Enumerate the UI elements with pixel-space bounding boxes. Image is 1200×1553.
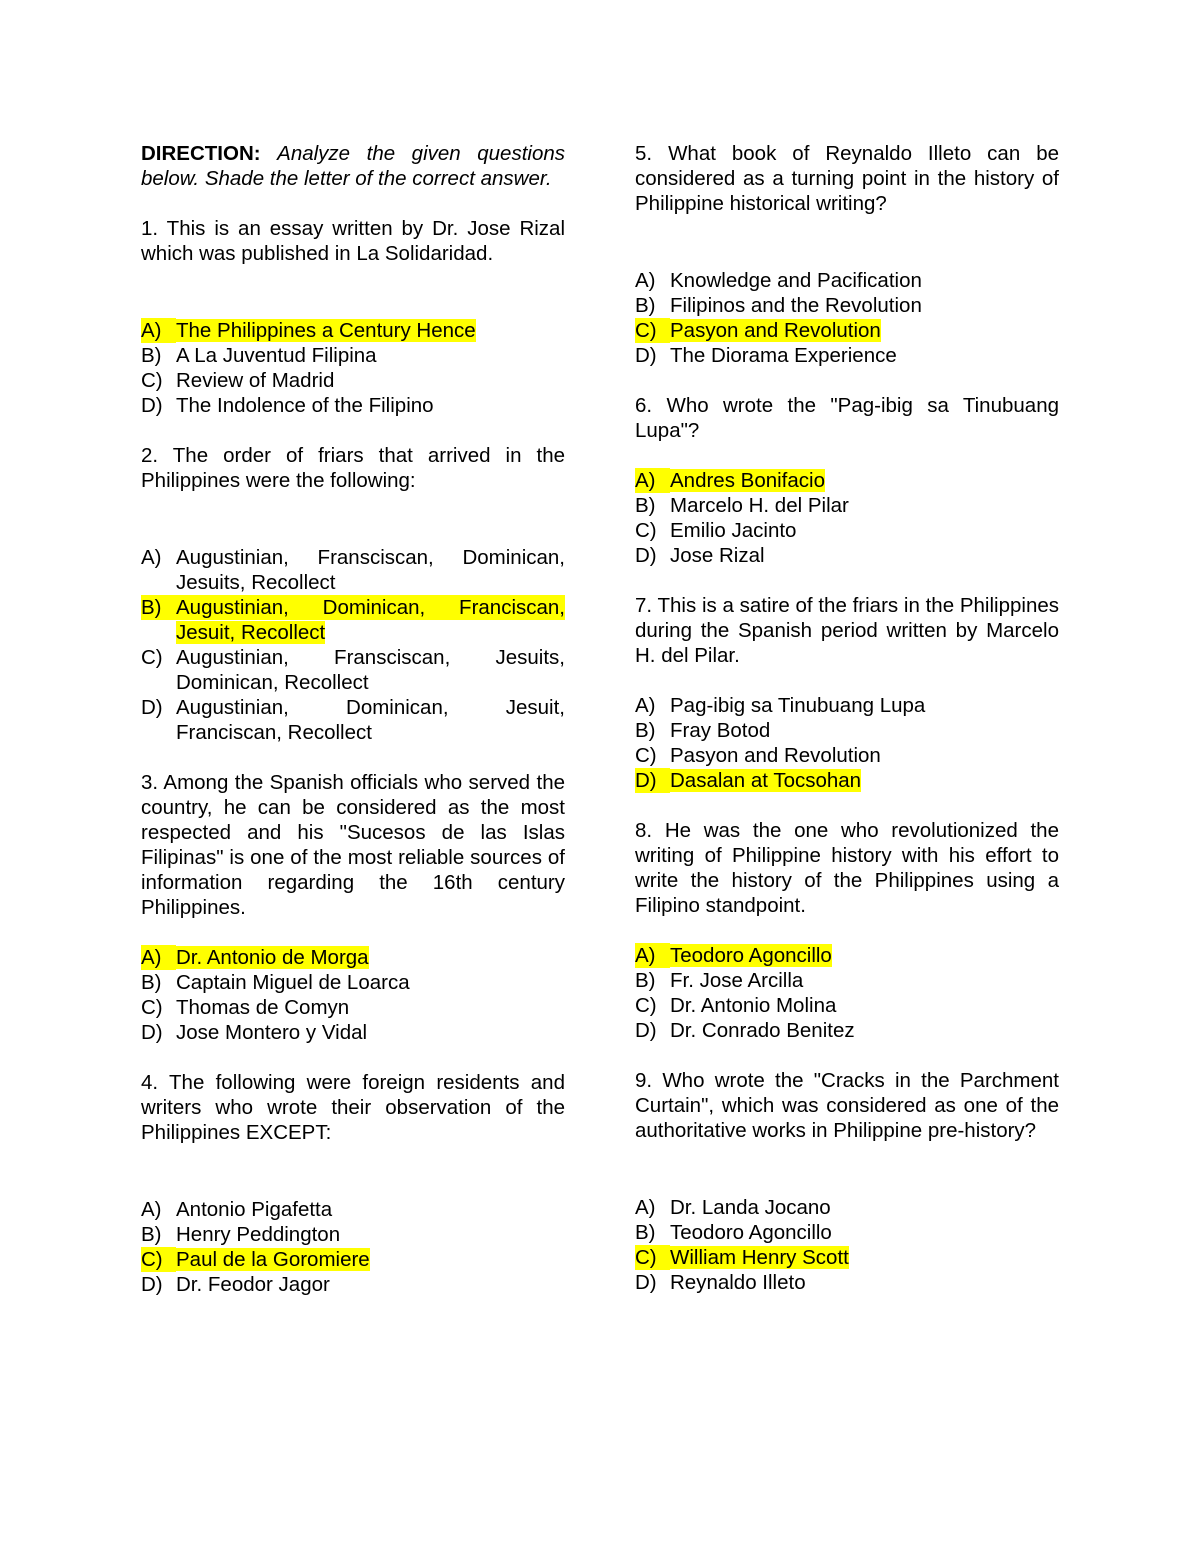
question-4 [141, 1070, 565, 1145]
option-3d[interactable] [141, 1020, 565, 1045]
option-text: Emilio Jacinto [670, 519, 797, 542]
option-5d[interactable] [635, 343, 1059, 368]
option-letter: B) [635, 1221, 656, 1244]
option-6c[interactable] [635, 518, 1059, 543]
option-text: Augustinian, Dominican, Jesuit, [176, 696, 565, 719]
option-letter: D) [635, 768, 670, 793]
question-number: 3. [141, 771, 159, 794]
option-letter: B) [635, 294, 656, 317]
option-text: Dr. Feodor Jagor [176, 1273, 330, 1296]
option-text: The Diorama Experience [670, 344, 897, 367]
option-letter: C) [141, 996, 163, 1019]
option-letter: A) [141, 546, 162, 569]
option-text: Augustinian, Fransciscan, Jesuits, [176, 646, 565, 669]
question-text: He was the one who revolutionized the writing of Philippine history with his effort to write the history of the Philippines using a Filipino standpoint. [635, 819, 1059, 917]
option-text: Jose Montero y Vidal [176, 1021, 368, 1044]
left-column [141, 141, 565, 1297]
option-1d[interactable] [141, 393, 565, 418]
options-7 [635, 693, 1059, 793]
option-6d[interactable] [635, 543, 1059, 568]
question-text: What book of Reynaldo Illeto can be considered as a turning point in the history of Philippine historical writing? [635, 142, 1059, 215]
option-text-line2: Franciscan, Recollect [176, 721, 372, 744]
option-letter: D) [141, 696, 163, 719]
option-text: Pasyon and Revolution [670, 319, 881, 342]
option-letter: A) [635, 1196, 656, 1219]
question-2 [141, 443, 565, 493]
option-letter: C) [635, 519, 657, 542]
option-text: Paul de la Goromiere [176, 1248, 370, 1271]
option-1b[interactable] [141, 343, 565, 368]
question-text: The order of friars that arrived in the Philippines were the following: [141, 444, 566, 492]
option-text: William Henry Scott [670, 1246, 849, 1269]
option-text: Marcelo H. del Pilar [670, 494, 849, 517]
option-letter: D) [635, 1271, 657, 1294]
right-column [635, 141, 1059, 1295]
option-text: Dr. Landa Jocano [670, 1196, 831, 1219]
option-5c[interactable] [635, 318, 1059, 343]
option-letter: B) [141, 344, 162, 367]
options-5 [635, 268, 1059, 368]
option-letter: A) [141, 1198, 162, 1221]
option-letter: D) [635, 1019, 657, 1042]
question-7 [635, 593, 1059, 668]
option-text: Filipinos and the Revolution [670, 294, 922, 317]
options-3 [141, 945, 565, 1045]
option-text: Review of Madrid [176, 369, 335, 392]
option-text: Teodoro Agoncillo [670, 1221, 832, 1244]
option-letter: A) [141, 945, 176, 970]
option-3b[interactable] [141, 970, 565, 995]
question-text: Who wrote the "Pag-ibig sa Tinubuang Lupa"? [635, 394, 1059, 442]
question-text: Among the Spanish officials who served the country, he can be considered as the most respected and his "Sucesos de las Islas Filipinas" is one of the most reliable sources of information regarding the 16th century Philippines. [141, 771, 565, 919]
option-1a[interactable] [141, 318, 565, 343]
option-letter: D) [635, 544, 657, 567]
option-text: Antonio Pigafetta [176, 1198, 333, 1221]
option-text: The Indolence of the Filipino [176, 394, 434, 417]
option-6a[interactable] [635, 468, 1059, 493]
option-letter: D) [141, 1021, 163, 1044]
option-7c[interactable] [635, 743, 1059, 768]
question-number: 9. [635, 1069, 653, 1092]
question-5 [635, 141, 1059, 216]
option-text: The Philippines a Century Hence [176, 319, 476, 342]
option-text: Dr. Antonio de Morga [176, 946, 369, 969]
question-8 [635, 818, 1059, 918]
option-text: Augustinian, Fransciscan, Dominican, [176, 546, 565, 569]
question-text: The following were foreign residents and writers who wrote their observation of the Philippines EXCEPT: [141, 1071, 565, 1144]
option-9d[interactable] [635, 1270, 1059, 1295]
option-letter: B) [635, 969, 656, 992]
option-2b[interactable] [141, 595, 565, 645]
option-8d[interactable] [635, 1018, 1059, 1043]
option-letter: C) [141, 1247, 176, 1272]
option-letter: A) [635, 468, 670, 493]
option-letter: B) [635, 494, 656, 517]
question-text: This is a satire of the friars in the Philippines during the Spanish period written by Marcelo H. del Pilar. [635, 594, 1059, 667]
option-letter: C) [635, 994, 657, 1017]
option-text: Augustinian, Dominican, Franciscan, [176, 596, 565, 619]
question-1 [141, 216, 565, 266]
option-letter: C) [141, 646, 163, 669]
option-4c[interactable] [141, 1247, 565, 1272]
question-9 [635, 1068, 1059, 1143]
option-letter: B) [635, 719, 656, 742]
option-text: Captain Miguel de Loarca [176, 971, 410, 994]
option-letter: D) [141, 1273, 163, 1296]
option-text: A La Juventud Filipina [176, 344, 377, 367]
option-letter: A) [635, 694, 656, 717]
question-number: 4. [141, 1071, 159, 1094]
option-letter: B) [141, 971, 162, 994]
option-letter: D) [635, 344, 657, 367]
option-8b[interactable] [635, 968, 1059, 993]
option-text: Pasyon and Revolution [670, 744, 881, 767]
option-text-line2: Jesuit, Recollect [176, 621, 326, 644]
option-letter: C) [635, 1245, 670, 1270]
question-number: 1. [141, 217, 159, 240]
option-7d[interactable] [635, 768, 1059, 793]
option-9c[interactable] [635, 1245, 1059, 1270]
option-9b[interactable] [635, 1220, 1059, 1245]
option-2d[interactable] [141, 695, 565, 745]
options-4 [141, 1197, 565, 1297]
question-text: Who wrote the "Cracks in the Parchment Curtain", which was considered as one of the authoritative works in Philippine pre-history? [635, 1069, 1059, 1142]
option-1c[interactable] [141, 368, 565, 393]
option-text: Dr. Antonio Molina [670, 994, 837, 1017]
option-4b[interactable] [141, 1222, 565, 1247]
options-8 [635, 943, 1059, 1043]
option-text: Reynaldo Illeto [670, 1271, 806, 1294]
option-letter: D) [141, 394, 163, 417]
question-number: 6. [635, 394, 653, 417]
question-number: 7. [635, 594, 653, 617]
option-9a[interactable] [635, 1195, 1059, 1220]
option-letter: C) [635, 744, 657, 767]
option-text-line2: Dominican, Recollect [176, 671, 369, 694]
options-9 [635, 1195, 1059, 1295]
option-letter: C) [141, 369, 163, 392]
option-2a[interactable] [141, 545, 565, 595]
option-text: Teodoro Agoncillo [670, 944, 832, 967]
direction-label: DIRECTION: [141, 142, 261, 165]
option-letter: B) [141, 595, 176, 620]
option-text: Fray Botod [670, 719, 771, 742]
option-5a[interactable] [635, 268, 1059, 293]
option-letter: A) [141, 318, 176, 343]
option-text: Fr. Jose Arcilla [670, 969, 804, 992]
option-8a[interactable] [635, 943, 1059, 968]
option-7a[interactable] [635, 693, 1059, 718]
question-6 [635, 393, 1059, 443]
option-letter: A) [635, 943, 670, 968]
option-text-line2: Jesuits, Recollect [176, 571, 336, 594]
direction [141, 141, 565, 191]
options-1 [141, 318, 565, 418]
option-text: Henry Peddington [176, 1223, 341, 1246]
option-text: Andres Bonifacio [670, 469, 825, 492]
option-6b[interactable] [635, 493, 1059, 518]
option-3a[interactable] [141, 945, 565, 970]
option-3c[interactable] [141, 995, 565, 1020]
question-number: 2. [141, 444, 159, 467]
option-8c[interactable] [635, 993, 1059, 1018]
option-letter: A) [635, 269, 656, 292]
option-text: Dr. Conrado Benitez [670, 1019, 855, 1042]
direction-text: Analyze the given questions below. Shade the letter of the correct answer. [141, 142, 565, 190]
question-3 [141, 770, 565, 920]
option-4a[interactable] [141, 1197, 565, 1222]
option-text: Pag-ibig sa Tinubuang Lupa [670, 694, 926, 717]
option-7b[interactable] [635, 718, 1059, 743]
question-text: This is an essay written by Dr. Jose Rizal which was published in La Solidaridad. [141, 217, 566, 265]
option-text: Jose Rizal [670, 544, 765, 567]
question-number: 8. [635, 819, 653, 842]
option-2c[interactable] [141, 645, 565, 695]
option-5b[interactable] [635, 293, 1059, 318]
option-letter: C) [635, 318, 670, 343]
option-letter: B) [141, 1223, 162, 1246]
option-4d[interactable] [141, 1272, 565, 1297]
option-text: Knowledge and Pacification [670, 269, 922, 292]
option-text: Thomas de Comyn [176, 996, 350, 1019]
option-text: Dasalan at Tocsohan [670, 769, 862, 792]
question-number: 5. [635, 142, 653, 165]
options-6 [635, 468, 1059, 568]
options-2 [141, 545, 565, 745]
